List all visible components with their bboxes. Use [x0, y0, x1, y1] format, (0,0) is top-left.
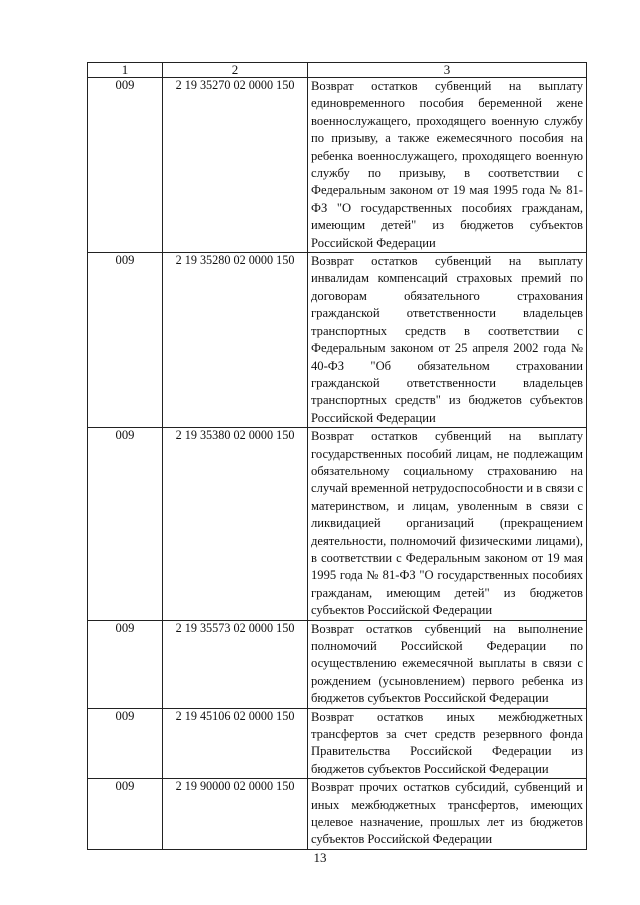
table-row [88, 78, 587, 253]
description-cell: Возврат прочих остатков субсидий, субвенций и иных межбюджетных трансфертов, имеющих целевое назначение, прошлых лет из бюджетов субъектов Российской Федерации [308, 779, 587, 850]
column-header-3: 3 [308, 63, 587, 78]
table-row [88, 779, 587, 850]
table-row [88, 620, 587, 708]
admin-code-cell: 009 [88, 78, 163, 253]
column-header-2: 2 [163, 63, 308, 78]
table-row [88, 708, 587, 779]
budget-code-cell: 2 19 45106 02 0000 150 [163, 708, 308, 779]
description-cell: Возврат остатков субвенций на выплату единовременного пособия беременной жене военнослужащего, проходящего военную службу по призыву, а также ежемесячного пособия на ребенка военнослужащего, проходящего военную службу по призыву, в соответствии с Федеральным законом от 19 мая 1995 года № 81-ФЗ "О государственных пособиях гражданам, имеющим детей" из бюджетов субъектов Российской Федерации [308, 78, 587, 253]
budget-codes-table [87, 62, 587, 850]
budget-code-cell: 2 19 35280 02 0000 150 [163, 253, 308, 428]
admin-code-cell: 009 [88, 253, 163, 428]
column-header-1: 1 [88, 63, 163, 78]
description-cell: Возврат остатков субвенций на выполнение полномочий Российской Федерации по осуществлению ежемесячной выплаты в связи с рождением (усыновлением) первого ребенка из бюджетов субъектов Российской Федерации [308, 620, 587, 708]
description-cell: Возврат остатков субвенций на выплату государственных пособий лицам, не подлежащим обязательному социальному страхованию на случай временной нетрудоспособности и в связи с материнством, и лицам, уволенным в связи с ликвидацией организаций (прекращением деятельности, полномочий физическими лицами), в соответствии с Федеральным законом от 19 мая 1995 года № 81-ФЗ "О государственных пособиях гражданам, имеющим детей" из бюджетов субъектов Российской Федерации [308, 428, 587, 620]
budget-code-cell: 2 19 35380 02 0000 150 [163, 428, 308, 620]
admin-code-cell: 009 [88, 620, 163, 708]
admin-code-cell: 009 [88, 708, 163, 779]
description-cell: Возврат остатков субвенций на выплату инвалидам компенсаций страховых премий по договорам обязательного страхования гражданской ответственности владельцев транспортных средств в соответствии с Федеральным законом от 25 апреля 2002 года № 40-ФЗ "Об обязательном страховании гражданской ответственности владельцев транспортных средств" из бюджетов субъектов Российской Федерации [308, 253, 587, 428]
page-number: 13 [313, 850, 327, 865]
description-cell: Возврат остатков иных межбюджетных трансфертов за счет средств резервного фонда Правительства Российской Федерации из бюджетов субъектов Российской Федерации [308, 708, 587, 779]
admin-code-cell: 009 [88, 779, 163, 850]
table-row [88, 428, 587, 620]
table-header-row [88, 63, 587, 78]
table-row [88, 253, 587, 428]
admin-code-cell: 009 [88, 428, 163, 620]
budget-code-cell: 2 19 35270 02 0000 150 [163, 78, 308, 253]
budget-code-cell: 2 19 90000 02 0000 150 [163, 779, 308, 850]
budget-code-cell: 2 19 35573 02 0000 150 [163, 620, 308, 708]
